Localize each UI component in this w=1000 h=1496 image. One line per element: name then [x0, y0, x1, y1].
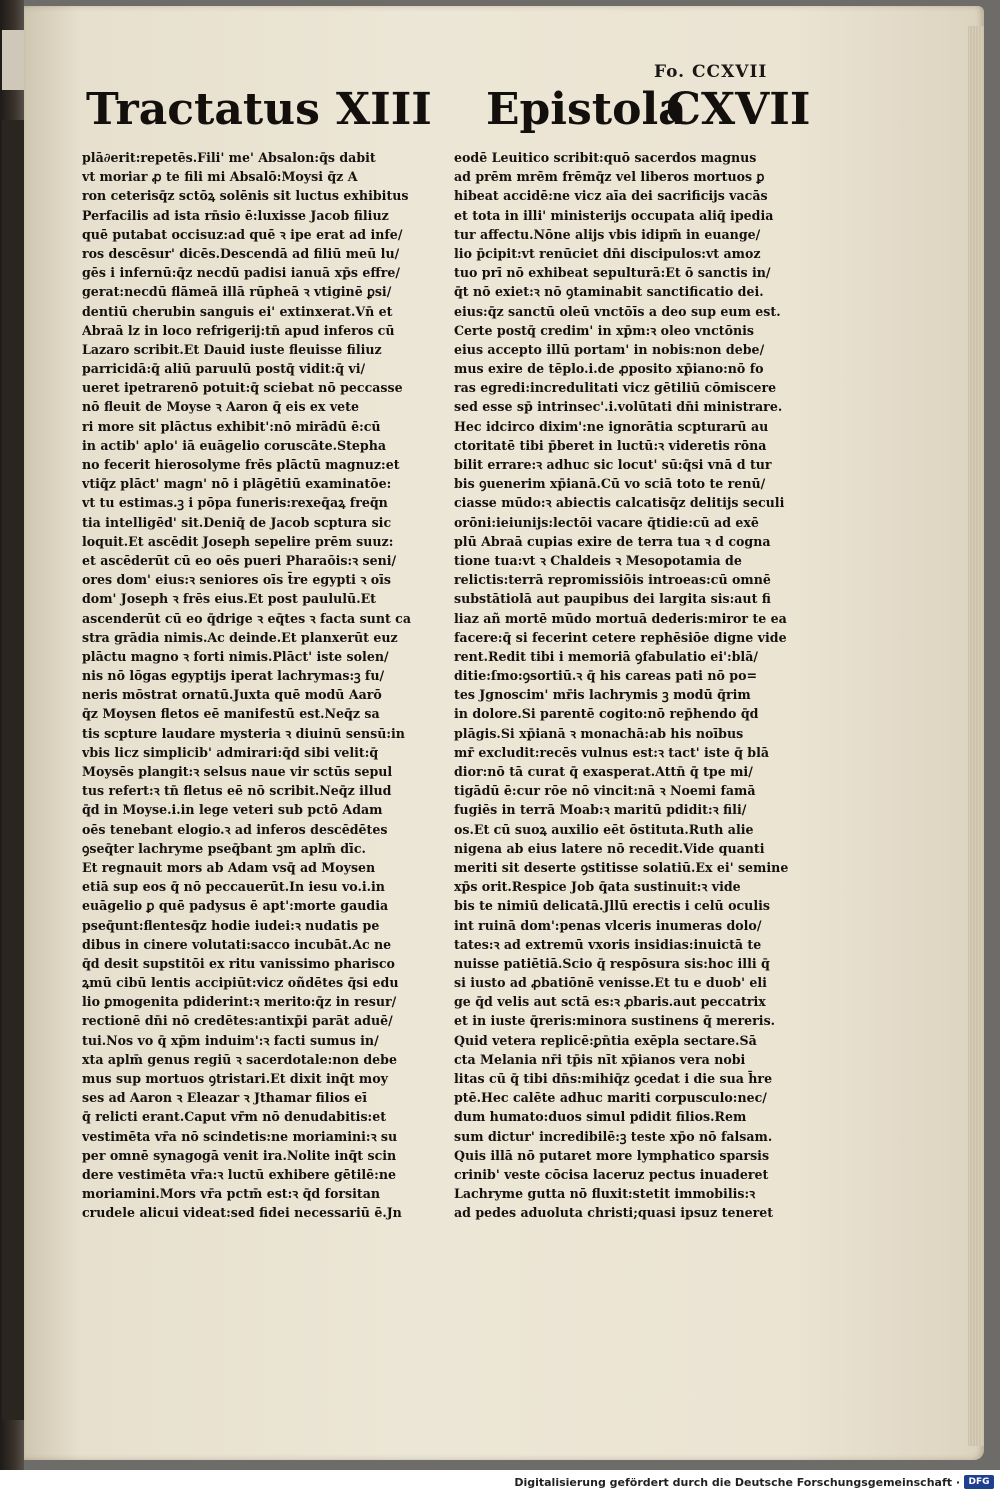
text-line: sum dictur' incredibilē:ꝫ teste xp̄o nō falsam.	[454, 1128, 773, 1144]
text-line: moriamini.Mors vr̄a pctm̄ est:ꝛ q̄d forsitan	[82, 1186, 381, 1202]
text-line: vt moriar ꝓ te fili mi Absalō:Moysi q̄z A	[82, 169, 358, 185]
text-line: tione tua:vt ꝛ Chaldeis ꝛ Mesopotamia de	[454, 552, 742, 568]
text-line: plū Abraā cupias exire de terra tua ꝛ d cogna	[454, 533, 771, 549]
text-line: fugiēs in terrā Moab:ꝛ maritū pdidit:ꝛ fili/	[454, 802, 747, 818]
text-line: plāgis.Si xp̄ianā ꝛ monachā:ab his noībus	[454, 725, 744, 741]
text-line: crudele alicui videat:sed fidei necessariū ē.Jn	[82, 1205, 402, 1221]
text-line: substātiolā aut paupibus dei largita sis:aut fi	[454, 591, 771, 607]
text-line: mus sup mortuos ꝯtristari.Et dixit inq̄t moy	[82, 1071, 388, 1086]
text-line: vbis licz simplicib' admirari:q̄d sibi velit:q̄	[82, 744, 379, 760]
text-line: ses ad Aaron ꝛ Eleazar ꝛ Jthamar filios eī	[82, 1090, 368, 1106]
text-line: dere vestimēta vr̄a:ꝛ luctū exhibere gētilē:ne	[82, 1166, 396, 1182]
text-line: q̄z Moysen fletos eē manifestū est.Neq̄z sa	[82, 706, 380, 722]
text-line: nis nō lōgas egyptijs iperat lachrymas:ꝫ fu/	[82, 668, 385, 684]
text-line: ascenderūt cū eo q̄drige ꝛ eq̄tes ꝛ facta sunt ca	[82, 610, 412, 626]
text-line: q̄d in Moyse.i.in lege veteri sub pctō Adam	[82, 802, 383, 818]
folio-number: Fo. CCXVII	[654, 62, 768, 82]
text-line: ptē.Hec calēte adhuc mariti corpusculo:nec/	[454, 1090, 767, 1106]
text-line: xta aplm̄ genus regiū ꝛ sacerdotale:non debe	[82, 1051, 397, 1067]
text-line: int ruinā dom':penas vlceris inumeras dolo/	[454, 917, 762, 933]
text-line: ron ceterisq̄z sctōꝝ solēnis sit luctus exhibitus	[82, 188, 409, 204]
previous-page-edge	[0, 0, 24, 1470]
page-edge-fore	[968, 26, 984, 1446]
text-line: rent.Redit tibi i memoriā ꝯfabulatio ei':blā/	[454, 648, 758, 664]
text-line: tis scpture laudare mysteria ꝛ diuinū sensū:in	[82, 725, 405, 741]
text-line: nuisse patiētiā.Scio q̄ respōsura sis:hoc illi q̄	[454, 955, 770, 971]
text-line: dum humato:duos simul pdidit filios.Rem	[454, 1109, 747, 1125]
text-line: mus exire de tēplo.i.de ꝓposito xp̄iano:nō fo	[454, 361, 764, 377]
text-line: meriti sit deserte ꝯstitisse solatiū.Ex ei' semine	[454, 859, 789, 875]
text-line: eodē Leuitico scribit:quō sacerdos magnus	[454, 150, 757, 165]
text-line: xp̄s orit.Respice Job q̄ata sustinuit:ꝛ vide	[454, 879, 741, 895]
text-line: bis ꝯuenerim xp̄ianā.Cū vo sciā toto te renū/	[454, 476, 766, 492]
text-line: Quis illā nō putaret more lymphatico sparsis	[454, 1147, 770, 1163]
text-line: liaz añ mortē mūdo mortuā dederis:miror te ea	[454, 610, 787, 626]
book-page	[24, 6, 984, 1460]
text-line: parricidā:q̄ aliū paruulū postq̄ vidit:q̄ vi/	[82, 361, 366, 377]
text-line: tigādū ē:cur rōe nō vincit:nā ꝛ Noemi famā	[454, 783, 756, 799]
text-line: tui.Nos vo q̄ xp̄m induim':ꝛ facti sumus in/	[82, 1032, 379, 1048]
text-line: Abraā lz in loco refrigerij:tn̄ apud inferos cū	[82, 322, 395, 338]
text-line: litas cū q̄ tibi dn̄s:mihiq̄z ꝯcedat i die sua h̄re	[454, 1071, 773, 1086]
text-line: tuo prī nō exhibeat sepulturā:Et ō sanctis in/	[454, 265, 771, 281]
text-line: stra grādia nimis.Ac deinde.Et planxerūt euz	[82, 629, 398, 645]
text-line: nō fleuit de Moyse ꝛ Aaron q̄ eis ex vete	[82, 399, 359, 415]
text-line: gēs i infernū:q̄z necdū padisi ianuā xp̄s effre/	[82, 265, 400, 281]
text-line: ad prēm mrēm frēmq̄z vel liberos mortuos ꝑ	[454, 169, 765, 185]
text-line: plā∂erit:repetēs.Fili' me' Absalon:q̄s dabit	[82, 150, 376, 165]
text-line: mr̄ excludit:recēs vulnus est:ꝛ tact' iste q̄ blā	[454, 744, 770, 760]
running-head	[86, 80, 846, 140]
text-line: ctoritatē tibi p̄beret in luctū:ꝛ videretis rōna	[454, 437, 767, 453]
text-line: lio p̄cipit:vt renūciet dn̄i discipulos:vt amoz	[454, 245, 761, 261]
text-line: in dolore.Si parentē cogito:nō rep̄hendo q̄d	[454, 706, 759, 722]
text-line: Moysēs plangit:ꝛ selsus naue vir sctūs sepul	[82, 764, 393, 779]
text-line: Quid vetera replicē:ꝑn̄tia exēpla sectare.Sā	[454, 1032, 757, 1048]
text-line: si iusto ad ꝓbatiōnē venisse.Et tu e duob' eli	[454, 975, 767, 991]
text-line: tur affectu.Nōne alijs vbis idipm̄ in euange/	[454, 226, 761, 242]
text-line: crinib' veste cōcisa laceruz pectus inuaderet	[454, 1166, 769, 1182]
text-line: tates:ꝛ ad extremū vxoris insidias:inuictā te	[454, 936, 762, 952]
text-line: q̄t nō exiet:ꝛ nō ꝯtaminabit sanctificatio dei.	[454, 284, 764, 300]
text-line: ras egredi:incredulitati vicz gētiliū cōmiscere	[454, 380, 777, 396]
text-line: ciasse mūdo:ꝛ abiectis calcatisq̄z delitijs seculi	[454, 495, 785, 511]
text-line: eius accepto illū portam' in nobis:non debe/	[454, 341, 765, 357]
text-line: et tota in illi' ministerijs occupata aliq̄ ipedia	[454, 207, 774, 223]
text-line: lio ꝑmogenita pdiderint:ꝛ merito:q̄z in resur/	[82, 994, 397, 1010]
text-line: plāctu magno ꝛ forti nimis.Plāct' iste solen/	[82, 648, 389, 664]
text-line: dior:nō tā curat q̄ exasperat.Attn̄ q̄ tpe mi/	[454, 764, 753, 779]
text-line: q̄ relicti erant.Caput vr̄m nō denudabitis:et	[82, 1109, 387, 1125]
text-line: per omnē synagogā venit ira.Nolite inq̄t scin	[82, 1147, 397, 1163]
text-line: vtiq̄z plāct' magn' nō i plāgētiū examinatōe:	[82, 476, 392, 492]
text-line: dom' Joseph ꝛ frēs eius.Et post paululū.Et	[82, 591, 377, 607]
text-line: ꝝmū cibū lentis accipiūt:vicz oñdētes q̄si edu	[82, 975, 399, 991]
text-line: no fecerit hierosolyme frēs plāctū magnuz:et	[82, 457, 400, 472]
text-line: neris mōstrat ornatū.Juxta quē modū Aarō	[82, 687, 382, 703]
running-head-tractatus-number: XIII	[336, 84, 432, 135]
text-line: ꝯseq̄ter lachryme pseq̄bant ꝫm aplm̄ dīc.	[82, 840, 366, 856]
text-line: ge q̄d velis aut sctā es:ꝛ ꝓbaris.aut peccatrix	[454, 994, 766, 1010]
text-line: oēs tenebant elogio.ꝛ ad inferos descēdētes	[82, 821, 388, 837]
text-line: euāgelio ꝑ quē padysus ē apt':morte gaudia	[82, 898, 389, 914]
text-column-left	[82, 148, 444, 1223]
text-line: Lachryme gutta nō fluxit:stetit immobilis:ꝛ	[454, 1186, 756, 1202]
text-line: etiā sup eos q̄ nō peccauerūt.In iesu vo.i.in	[82, 879, 385, 895]
text-line: vestimēta vr̄a nō scindetis:ne moriamini:ꝛ su	[82, 1128, 398, 1144]
text-line: in actib' aplo' iā euāgelio coruscāte.Stepha	[82, 437, 387, 453]
digitization-footer	[0, 1470, 1000, 1496]
text-line: bilit errare:ꝛ adhuc sic locut' sū:q̄si vnā d tur	[454, 457, 772, 472]
text-line: ditie:ſmo:ꝯsortiū.ꝛ q̄ his careas pati nō po=	[454, 668, 758, 684]
running-head-epistola-number: CXVII	[666, 84, 811, 135]
text-line: loquit.Et ascēdit Joseph sepelire prēm suuz:	[82, 533, 394, 549]
text-line: ros descēsur' dicēs.Descendā ad filiū meū lu/	[82, 245, 400, 261]
text-line: sed esse sp̄ intrinsec'.i.volūtati dn̄i ministrare.	[454, 399, 783, 415]
text-line: os.Et cū suoꝝ auxilio eēt ōstituta.Ruth alie	[454, 821, 754, 837]
text-line: nigena ab eius latere nō recedit.Vide quanti	[454, 840, 765, 856]
text-line: bis te nimiū delicatā.Jllū erectis i celū oculis	[454, 898, 770, 914]
text-line: orōni:ieiunijs:lectōi vacare q̄tidie:cū ad exē	[454, 514, 759, 530]
running-head-epistola: Epistola	[486, 84, 687, 135]
text-line: et in iuste q̄reris:minora sustinens q̄ mereris.	[454, 1013, 776, 1029]
text-line: vt tu estimas.ꝫ i pōpa funeris:rexeq̄aꝝ freq̄n	[82, 495, 388, 511]
text-line: dibus in cinere volutati:sacco incubāt.Ac ne	[82, 936, 392, 952]
text-line: Lazaro scribit.Et Dauid iuste fleuisse filiuz	[82, 341, 382, 357]
text-line: tus refert:ꝛ tn̄ fletus eē nō scribit.Neq̄z illud	[82, 783, 392, 799]
text-line: relictis:terrā repromissiōis introeas:cū omnē	[454, 572, 771, 588]
text-line: Perfacilis ad ista rn̄sio ē:luxisse Jacob filiuz	[82, 207, 389, 223]
text-line: ores dom' eius:ꝛ seniores oīs t̄re egypti ꝛ oīs	[82, 572, 391, 588]
text-line: gerat:necdū flāmeā illā rūpheā ꝛ vtiginē ꝑsi/	[82, 284, 392, 300]
dfg-logo: DFG	[964, 1475, 994, 1489]
text-line: cta Melania nr̄i tp̄is nīt xp̄ianos vera nobi	[454, 1051, 746, 1067]
text-line: rectionē dn̄i nō credētes:antixp̄i parāt aduē/	[82, 1013, 393, 1029]
text-line: ad pedes aduoluta christi;quasi ipsuz teneret	[454, 1205, 774, 1221]
text-line: Certe postq̄ credim' in xp̄m:ꝛ oleo vnctōnis	[454, 322, 754, 338]
text-line: et ascēderūt cū eo oēs pueri Pharaōis:ꝛ seni/	[82, 552, 397, 568]
text-column-right	[454, 148, 816, 1223]
text-line: ueret ipetrarenō potuit:q̄ sciebat nō peccasse	[82, 380, 403, 396]
text-line: Hec idcirco dixim':ne ignorātia scpturarū au	[454, 418, 769, 434]
text-line: eius:q̄z sanctū oleū vnctōīs a deo sup eum est.	[454, 303, 781, 319]
text-line: tia intelligēd' sit.Deniq̄ de Jacob scptura sic	[82, 514, 392, 530]
text-line: hibeat accidē:ne vicz aīa dei sacrificijs vacās	[454, 188, 768, 204]
text-line: ri more sit plāctus exhibit':nō mirādū ē:cū	[82, 418, 381, 434]
running-head-tractatus: Tractatus	[86, 84, 320, 135]
text-line: tes Jgnoscim' mr̄is lachrymis ꝫ modū q̄rim	[454, 687, 751, 703]
text-line: q̄d desit supstitōi ex ritu vanissimo pharisco	[82, 955, 395, 971]
text-line: Et regnauit mors ab Adam vsq̄ ad Moysen	[82, 859, 376, 875]
footer-credit: Digitalisierung gefördert durch die Deutsche Forschungsgemeinschaft ·	[514, 1476, 960, 1489]
text-line: facere:q̄ si fecerint cetere rephēsiōe digne vide	[454, 629, 787, 645]
text-line: pseq̄unt:flentesq̄z hodie iudei:ꝛ nudatis pe	[82, 917, 380, 933]
text-line: quē putabat occisuz:ad quē ꝛ ipe erat ad infe/	[82, 226, 403, 242]
text-line: dentiū cherubin sanguis ei' extinxerat.Vn̄ et	[82, 303, 393, 319]
